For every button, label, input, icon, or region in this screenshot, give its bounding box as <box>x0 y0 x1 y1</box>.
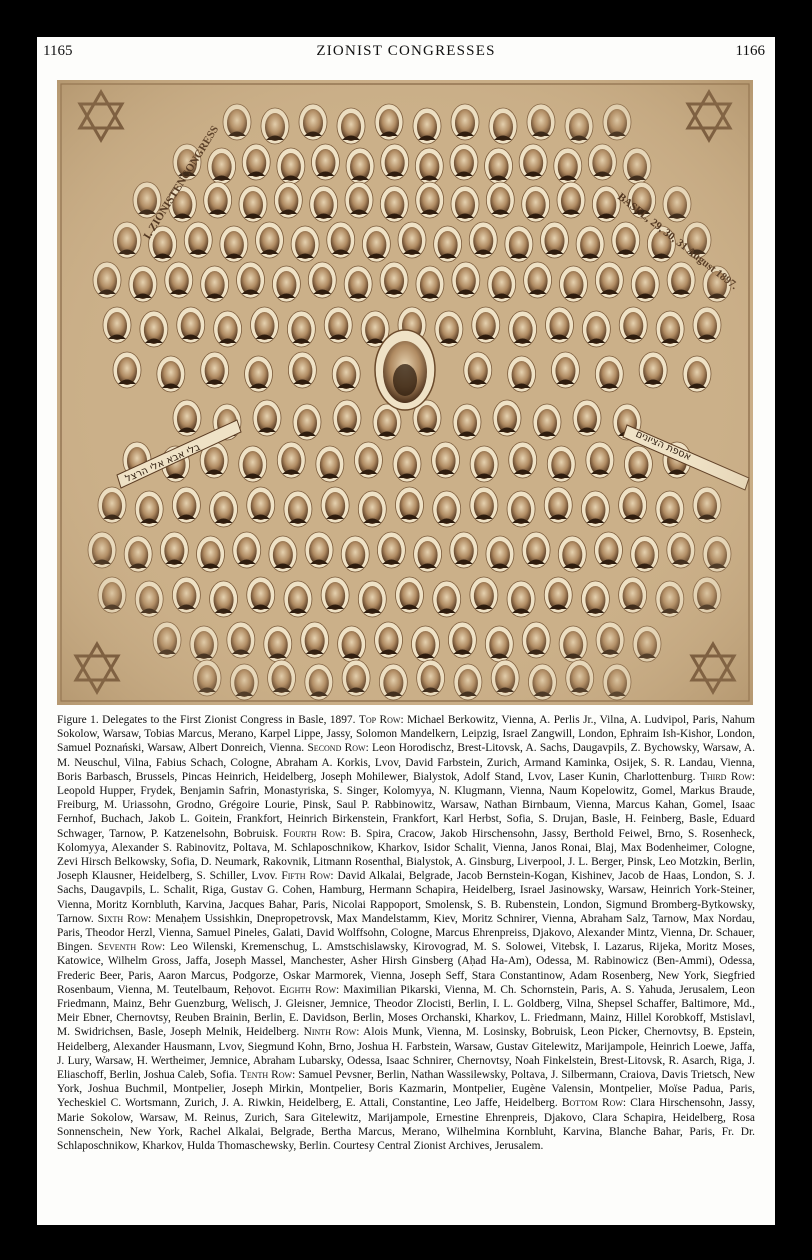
caption-row-text: Clara Hirschensohn, Jassy, Marie Sokolow, Warsaw, M. Reinus, Zurich, Sara Gitelewitz, Marijampole, Ernestine Ehrenpreis, Djakovo, Clara Schapira, Heidelberg, Rosa Sonnenschein, New York, Rachel Alkalai, Belgrade, Bertha Marcus, Merano, Wilhelmina Kornbluht, Karvina, Blanche Bahar, Paris, Fr. Dr. Schlaposchnikow, Kharkov, Hulda Thomaschewsky, Berlin. <box>57 1097 755 1153</box>
photo-montage <box>57 80 753 705</box>
caption-row-label: Eighth Row: <box>279 983 340 996</box>
caption-credit: Courtesy Central Zionist Archives, Jerusalem. <box>333 1140 544 1153</box>
page-number-right: 1166 <box>735 43 765 59</box>
caption-row-text: Samuel Pevsner, Berlin, Nathan Wassilewsky, Poltava, J. Silbermann, Craiova, Davis Trietsch, New York, Joshua Buchmil, Montpelier, Joseph Mirkin, Montpelier, Boris Kazmarin, Montpelier, Eugène Valensin, Montpelier, Moïse Padua, Paris, Yecheskiel C. Wortsmann, Zurich, J. A. Riwkin, Heidelberg, E. Attali, Constantine, Leo Jaffe, Heidelberg. <box>57 1069 755 1110</box>
caption-row-text: David Alkalai, Belgrade, Jacob Bernstein-Kogan, Kishinev, Jacob de Haas, London, S. J. Sachs, Daugavpils, L. Schalit, Riga, Gustav G. Cohen, Hamburg, Hermann Schapira, Heidelberg, Israel Jasinowsky, Warsaw, Heinrich York-Steiner, Vienna, Moritz Kornbluth, Karvina, Jacques Bahar, Paris, Nicolai Rappoport, Smolensk, S. B. Rubenstein, London, Sigmund Bromberg-Bytkowsky, Tarnow. <box>57 870 755 925</box>
caption-row-text: Leon Horodischz, Brest-Litovsk, A. Sachs, Daugavpils, Z. Bychowsky, Warsaw, A. M. Neuschul, Vilna, Fabius Schach, Cologne, Abraham A. Korkis, Lvov, David Farbstein, Zurich, Armand Kaminka, Osijek, S. R. Landau, Vienna, Boris Barbasch, Brussels, Pincas Heinrich, Heidelberg, Joseph Mohilewer, Bialystok, Adolf Stand, Lvov, Laser Kunin, Charlottenburg. <box>57 742 755 783</box>
caption-row-text: B. Spira, Cracow, Jakob Hirschensohn, Jassy, Berthold Feiwel, Brno, S. Rosenheck, Kolomyya, Alexander S. Rabinovitz, Poltava, M. Schlaposchnikow, Kharkov, Isidor Schalit, Vienna, Janos Ronai, Blaj, Max Bodenheimer, Cologne, Zevi Hirsch Belkowsky, Sofia, D. Neumark, Rakovnik, Litmann Rosenthal, Bialystok, A. Ginsburg, Liverpool, J. L. Berger, Pinsk, Leo Motzkin, Berlin, Joseph Klausner, Heidelberg, S. Schiller, Lvov. <box>57 827 755 883</box>
caption-row-text: Menaḥem Ussishkin, Dnepropetrovsk, Max Mandelstamm, Kiev, Moritz Schnirer, Vienna, Abraham Salz, Tarnow, Max Nordau, Paris, Theodor Herzl, Vienna, Samuel Pineles, Galati, David Wolffsohn, Cologne, Marcus Ehrenpreiss, Djakovo, Alexander Mintz, Vienna, Dr. Schauer, Bingen. <box>57 912 755 954</box>
caption-row-label: Top Row: <box>358 714 404 726</box>
delegates-photograph <box>57 80 753 705</box>
caption-rows <box>57 714 755 1152</box>
caption-row-label: Fourth Row: <box>283 827 346 840</box>
page-number-left: 1165 <box>43 43 73 59</box>
document-page <box>37 37 775 1225</box>
caption-row-label: Third Row: <box>699 770 755 783</box>
caption-row-label: Second Row: <box>307 742 369 755</box>
caption-row-text: Maximilian Pikarski, Vienna, M. Ch. Schornstein, Paris, A. S. Yahuda, Jerusalem, Leon Friedmann, Mainz, Behr Guenzburg, Welisch, J. Gleisner, Jemnice, Theodor Zlocisti, Berlin, I. L. Goldberg, Vilna, Shepsel Schaffer, Baltimore, Md., Meir Ebner, Chernovtsy, Reuben Brainin, Berlin, E. Davidson, Berlin, Moses Orchanski, Kharkov, L. Friedmann, Mainz, Hillel Korobkoff, Mstislavl, M. Swidrichsen, Basle, Joseph Melnik, Heidelberg. <box>57 983 755 1039</box>
running-title: ZIONIST CONGRESSES <box>316 43 496 59</box>
caption-row-label: Bottom Row: <box>561 1097 627 1110</box>
caption-row-text: Leo Wilenski, Kremenschug, L. Amstschislawsky, Kirovograd, M. S. Solowei, Vitebsk, I. Lazarus, Rijeka, Moritz Moses, Katowice, Wilhelm Gross, Jaffa, Joseph Massel, Manchester, Asher Hirsh Ginsberg (Aḥad Ha-Am), Odessa, M. Rabinowicz (Ben-Ammi), Odessa, Frederic Beer, Paris, Aaron Marcus, Podgorze, Oskar Marmorek, Vienna, Joseph Seff, Stara Constantinow, Adam Rosenberg, New York, Siegfried Rosenbaum, Vienna, M. Teutelbaum, Reḥovot. <box>57 941 755 996</box>
caption-row-label: Seventh Row: <box>97 941 166 954</box>
caption-row-label: Tenth Row: <box>239 1069 296 1082</box>
caption-row-text: Michael Berkowitz, Vienna, A. Perlis Jr., Vilna, A. Ludvipol, Paris, Nahum Sokolow, Warsaw, Tobias Marcus, Merano, Karpel Lippe, Jassy, Solomon Mandelkern, Leipzig, Israel Zangwill, London, Ephraim Ish-Kishor, London, Samuel Poznański, Warsaw, Albert Donreich, Vienna. <box>57 714 756 755</box>
caption-row-text: Alois Munk, Vienna, M. Losinsky, Bobruisk, Leon Picker, Chernovtsy, B. Epstein, Heidelberg, Alexander Hausmann, Lvov, Siegmund Kohn, Brno, Joshua H. Farbstein, Warsaw, Gustav Gitelewitz, Marijampole, Heinrich Loewe, Jaffa, J. Lury, Warsaw, H. Wertheimer, Jemnice, Abraham Lubarsky, Odessa, Isaac Schnirer, Chernovtsy, Noah Finkelstein, Brest-Litovsk, R. Asarch, Riga, J. Eliaschoff, Berlin, Joshua Caleb, Sofia. <box>57 1026 756 1082</box>
caption-intro: Figure 1. Delegates to the First Zionist Congress in Basle, 1897. <box>57 714 356 726</box>
caption-row-label: Fifth Row: <box>281 870 334 883</box>
caption-row-text: Leopold Hupper, Frydek, Benjamin Safrin, Monastyriska, S. Singer, Kolomyya, N. Klugmann, Vienna, Naum Kopelowitz, Gomel, Markus Braude, Freiburg, M. Uriassohn, Grodno, Grégoire Lourie, Pinsk, Saul P. Rabbinowitz, Warsaw, Nathan Birnbaum, Vienna, Marcus Kahan, Gomel, Isaac Fernhof, Buchach, Jakob L. Goitein, Frankfort, Heinrich Birkenstein, Frankfort, Karl Herbst, Sofia, S. Drujan, Basle, H. Feinberg, Basle, Eduard Schwager, Tarnow, P. Katzenelsohn, Bobruisk. <box>57 785 755 840</box>
figure-caption <box>57 713 755 1153</box>
caption-row-label: Ninth Row: <box>303 1026 360 1039</box>
caption-row-label: Sixth Row: <box>97 912 152 925</box>
